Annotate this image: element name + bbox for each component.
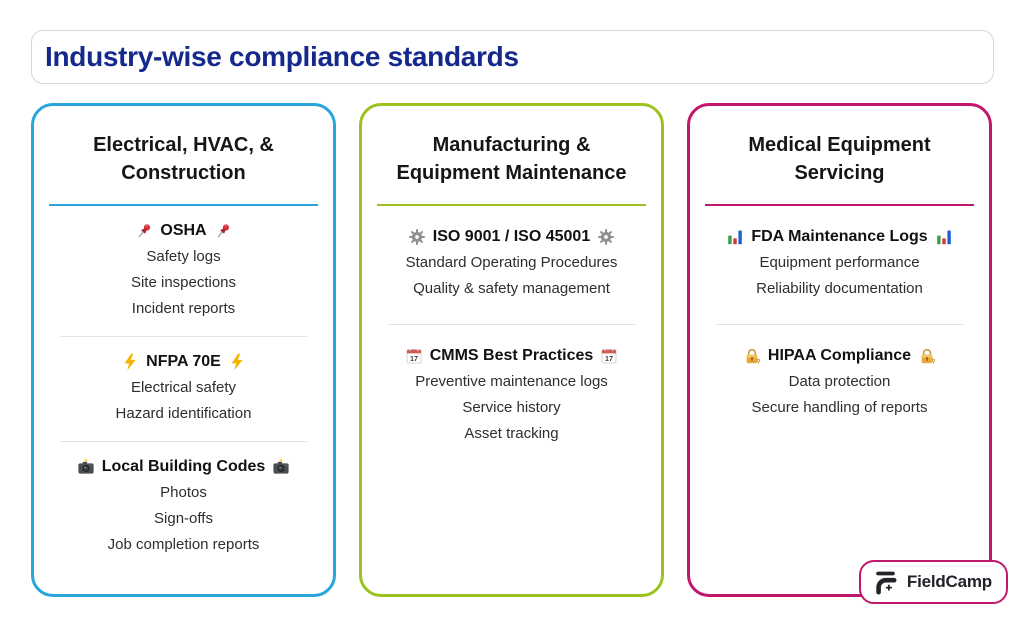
list-item: Reliability documentation	[756, 280, 923, 297]
list-item: Service history	[462, 399, 561, 416]
section-heading	[362, 347, 661, 365]
section-items	[690, 369, 989, 421]
list-item: Incident reports	[131, 300, 236, 317]
section-divider	[60, 441, 307, 442]
section-hipaa-compliance	[690, 347, 989, 421]
section-osha	[34, 222, 333, 322]
card-title-line: Manufacturing &	[432, 134, 591, 156]
section-heading	[34, 458, 333, 476]
section-nfpa-70e	[34, 353, 333, 427]
fieldcamp-brand-badge[interactable]	[859, 560, 1008, 604]
section-heading	[690, 228, 989, 246]
camera-flash-icon	[272, 458, 290, 476]
lock-icon	[743, 347, 761, 365]
list-item: Hazard identification	[115, 405, 252, 422]
page-title: Industry-wise compliance standards	[45, 41, 519, 72]
section-items	[690, 250, 989, 302]
card-title-line: Electrical, HVAC, &	[93, 134, 274, 156]
section-divider	[60, 336, 307, 337]
section-fda-maintenance-logs	[690, 228, 989, 302]
section-heading-text: OSHA	[160, 222, 207, 239]
section-heading	[690, 347, 989, 365]
calendar-icon	[405, 347, 423, 365]
card-electrical-hvac-construction	[31, 103, 336, 597]
fieldcamp-logo-icon	[873, 569, 899, 595]
page-title-box	[31, 30, 994, 84]
section-divider	[716, 324, 963, 325]
section-cmms-best-practices	[362, 347, 661, 447]
card-title-line: Construction	[121, 162, 246, 184]
section-heading-text: CMMS Best Practices	[429, 347, 594, 364]
card-medical-equipment-servicing	[687, 103, 992, 597]
card-accent-rule	[377, 204, 646, 206]
bar-chart-icon	[935, 228, 953, 246]
list-item: Sign-offs	[154, 510, 213, 527]
card-title-line: Equipment Maintenance	[396, 162, 627, 184]
section-heading-text: HIPAA Compliance	[767, 347, 912, 364]
section-heading-text: FDA Maintenance Logs	[751, 228, 928, 245]
section-iso-9001-45001	[362, 228, 661, 302]
cards-row	[31, 103, 994, 597]
list-item: Quality & safety management	[413, 280, 610, 297]
section-heading-text: NFPA 70E	[146, 353, 221, 370]
lightning-icon	[228, 353, 246, 371]
bar-chart-icon	[726, 228, 744, 246]
calendar-icon	[600, 347, 618, 365]
section-heading	[34, 222, 333, 240]
list-item: Secure handling of reports	[751, 399, 928, 416]
pushpin-icon	[214, 222, 232, 240]
gear-icon	[408, 228, 426, 246]
section-items	[34, 375, 333, 427]
list-item: Site inspections	[130, 274, 237, 291]
section-heading	[34, 353, 333, 371]
card-title-line: Medical Equipment	[748, 134, 931, 156]
section-divider	[388, 324, 635, 325]
section-items	[362, 369, 661, 447]
section-items	[34, 480, 333, 558]
card-accent-rule	[49, 204, 318, 206]
list-item: Data protection	[788, 373, 891, 390]
card-manufacturing-equipment-maintenance	[359, 103, 664, 597]
card-accent-rule	[705, 204, 974, 206]
list-item: Safety logs	[146, 248, 221, 265]
card-title	[372, 131, 651, 187]
card-title	[700, 131, 979, 187]
card-title-line: Servicing	[794, 162, 885, 184]
section-heading	[362, 228, 661, 246]
section-heading-text: Local Building Codes	[101, 458, 266, 475]
lock-icon	[918, 347, 936, 365]
section-items	[34, 244, 333, 322]
list-item: Asset tracking	[464, 425, 559, 442]
pushpin-icon	[135, 222, 153, 240]
list-item: Electrical safety	[130, 379, 237, 396]
gear-icon	[597, 228, 615, 246]
list-item: Preventive maintenance logs	[415, 373, 608, 390]
section-local-building-codes	[34, 458, 333, 558]
list-item: Job completion reports	[107, 536, 260, 553]
camera-flash-icon	[77, 458, 95, 476]
list-item: Photos	[160, 484, 207, 501]
lightning-icon	[121, 353, 139, 371]
section-heading-text: ISO 9001 / ISO 45001	[432, 228, 591, 245]
section-items	[362, 250, 661, 302]
card-title	[44, 131, 323, 187]
list-item: Equipment performance	[759, 254, 920, 271]
list-item: Standard Operating Procedures	[405, 254, 618, 271]
fieldcamp-brand-name: FieldCamp	[906, 572, 992, 591]
